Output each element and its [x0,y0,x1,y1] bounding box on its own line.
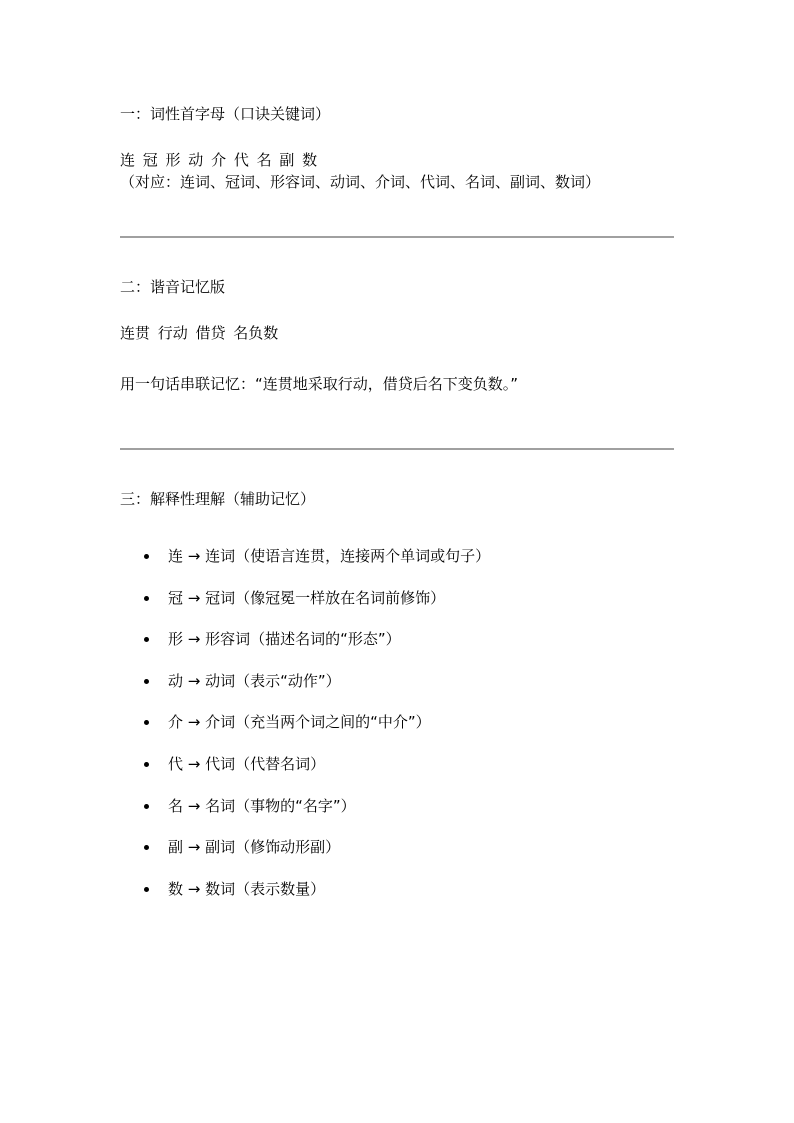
list-item-text: 连 → 连词（使语言连贯，连接两个单词或句子） [168,547,491,565]
section-2-sentence: 用一句话串联记忆：“连贯地采取行动，借贷后名下变负数。” [120,375,519,393]
list-item-text: 代 → 代词（代替名词） [168,755,326,773]
bullet-icon [144,762,149,767]
section-2-heading: 二：谐音记忆版 [120,278,226,296]
bullet-icon [144,596,149,601]
bullet-icon [144,637,149,642]
section-1-mnemonic: 连 冠 形 动 介 代 名 副 数 [120,151,318,169]
list-item-text: 副 → 副词（修饰动形副） [168,838,341,856]
section-divider [120,236,674,238]
section-divider [120,448,674,450]
list-item-text: 冠 → 冠词（像冠冕一样放在名词前修饰） [168,589,446,607]
list-item-text: 动 → 动词（表示“动作”） [168,672,341,690]
bullet-icon [144,679,149,684]
bullet-icon [144,845,149,850]
section-2-phrase: 连贯 行动 借贷 名负数 [120,324,279,342]
bullet-icon [144,887,149,892]
bullet-icon [144,554,149,559]
bullet-icon [144,720,149,725]
section-1-mapping: （对应：连词、冠词、形容词、动词、介词、代词、名词、副词、数词） [120,173,601,191]
list-item-text: 形 → 形容词（描述名词的“形态”） [168,630,401,648]
list-item-text: 名 → 名词（事物的“名字”） [168,797,356,815]
bullet-icon [144,804,149,809]
section-3-heading: 三：解释性理解（辅助记忆） [120,490,316,508]
list-item-text: 介 → 介词（充当两个词之间的“中介”） [168,713,431,731]
list-item-text: 数 → 数词（表示数量） [168,880,326,898]
section-1-heading: 一：词性首字母（口诀关键词） [120,105,331,123]
